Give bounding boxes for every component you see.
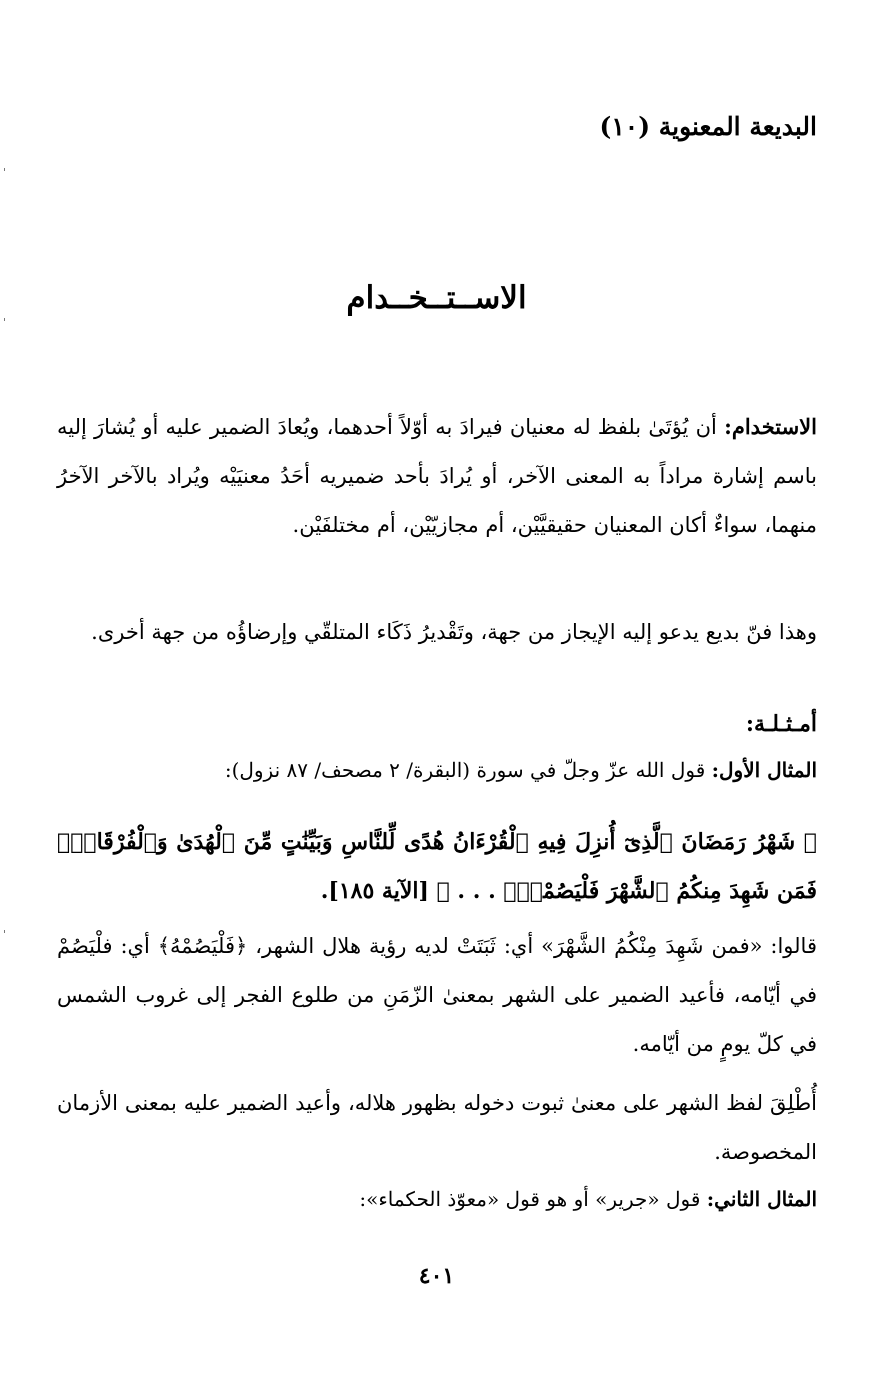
definition-text: أن يُؤتَىٰ بلفظ له معنيان فيرادَ به أوّلاً أحدهما، ويُعادَ الضمير عليه أو يُشارَ إليه باسم إشارة مراداً به المعنى الآخر، أو يُرادَ بأحد ضميريه أحَدُ معنيَيْه ويُراد بالآخر الآخرُ منهما، سواءٌ أكان المعنيان حقيقيَّيْن، أم مجازيّيْن، أم مختلفَيْن. [57,415,817,537]
commentary-paragraph-2: أُطْلِقَ لفظ الشهر على معنىٰ ثبوت دخوله بظهور هلاله، وأعيد الضمير عليه بمعنى الأزمان المخصوصة. [57,1091,817,1164]
second-example-lead: المثال الثاني: [706,1187,817,1211]
first-example-lead: المثال الأول: [711,758,817,782]
first-example-text: قول الله عزّ وجلّ في سورة (البقرة/ ٢ مصحف/ ٨٧ نزول): [224,758,706,782]
chapter-title: الاســتــخــدام [346,280,527,316]
second-example-line [57,1187,817,1211]
examples-heading: أمـثـلـة: [745,711,817,737]
scan-edge-mark [4,318,5,321]
first-example-line [57,758,817,782]
scan-edge-mark [4,168,5,171]
value-paragraph: وهذا فنّ بديع يدعو إليه الإيجاز من جهة، وتَقْديرُ ذَكَاء المتلقّي وإرضاؤُه من جهة أخرى. [91,620,817,644]
commentary-paragraph-1: قالوا: «فمن شَهِدَ مِنْكُمُ الشَّهْرَ» أي: ثَبَتَتْ لديه رؤية هلال الشهر، ﴿فَلْيَصُمْهُ﴾ أي: فلْيَصُمْ في أيّامه، فأعيد الضمير على الشهر بمعنىٰ الزّمَنِ من طلوع الفجر إلى غروب الشمس في كلّ يومٍ من أيّامه. [57,934,817,1056]
quran-verse: ﴿ شَهْرُ رَمَضَانَ ٱلَّذِىٓ أُنزِلَ فِيهِ ٱلْقُرْءَانُ هُدًى لِّلنَّاسِ وَبَيِّنَٰتٍ مِّنَ ٱلْهُدَىٰ وَٱلْفُرْقَانِۚ فَمَن شَهِدَ مِنكُمُ ٱلشَّهْرَ فَلْيَصُمْهُۖ . . . ﴾ [الآية ١٨٥]. [57,829,817,904]
definition-lead: الاستخدام: [724,414,817,439]
page-number: ٤٠١ [418,1263,455,1289]
second-example-text: قول «جرير» أو هو قول «معوّذ الحكماء»: [359,1187,701,1211]
running-header: البديعة المعنوية (١٠) [599,112,817,141]
scan-edge-mark [4,930,5,933]
definition-paragraph [57,402,817,550]
